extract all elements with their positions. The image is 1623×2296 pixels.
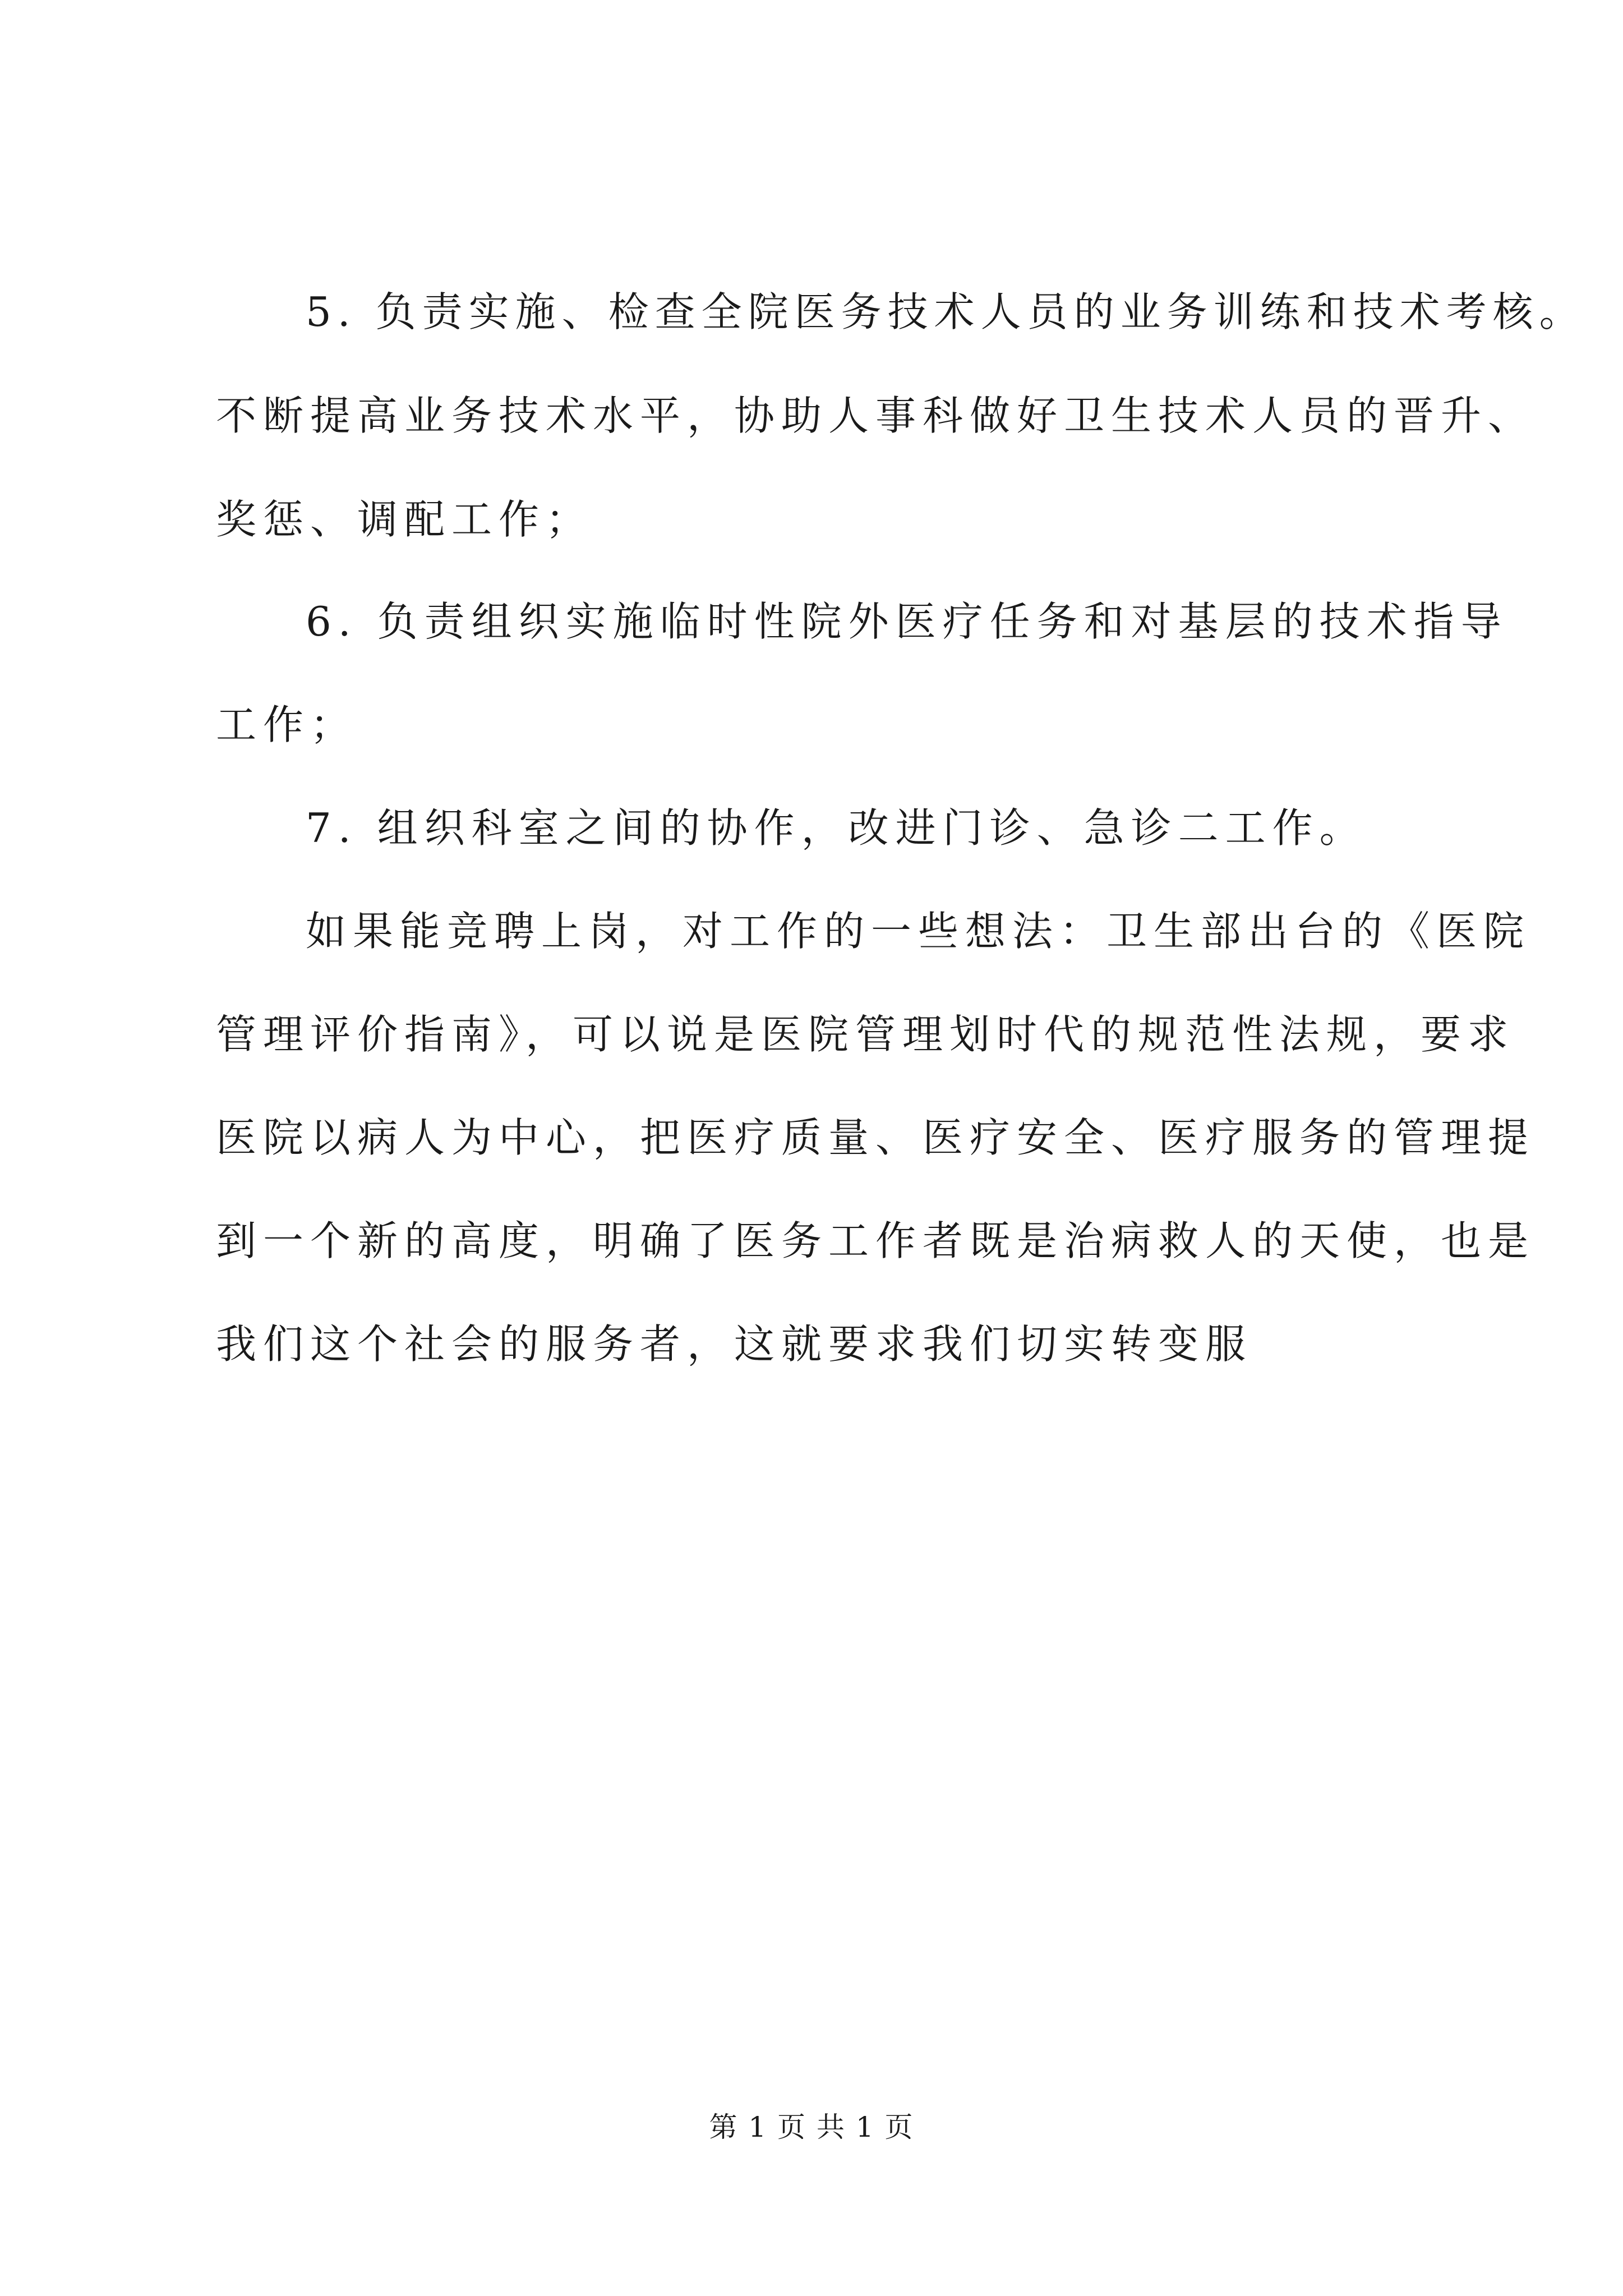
text-line: 5. 负责实施、检查全院医务技术人员的业务训练和技术考核。	[306, 288, 1586, 335]
text-line: 6. 负责组织实施临时性院外医疗任务和对基层的技术指导	[306, 598, 1508, 645]
text-line: 奖惩、调配工作；	[216, 496, 593, 543]
text-line: 管理评价指南》，可以说是医院管理划时代的规范性法规，要求	[216, 1011, 1515, 1058]
text-line: 工作；	[216, 701, 358, 748]
text-line: 如果能竞聘上岗，对工作的一些想法：卫生部出台的《医院	[306, 908, 1531, 955]
text-line: 到一个新的高度，明确了医务工作者既是治病救人的天使，也是	[216, 1217, 1536, 1264]
page-number-footer: 第 1 页 共 1 页	[709, 2111, 914, 2143]
text-line: 不断提高业务技术水平，协助人事科做好卫生技术人员的晋升、	[216, 392, 1536, 439]
text-line: 7. 组织科室之间的协作，改进门诊、急诊二工作。	[306, 804, 1367, 852]
text-line: 医院以病人为中心，把医疗质量、医疗安全、医疗服务的管理提	[216, 1114, 1536, 1161]
text-line: 我们这个社会的服务者，这就要求我们切实转变服	[216, 1320, 1253, 1368]
